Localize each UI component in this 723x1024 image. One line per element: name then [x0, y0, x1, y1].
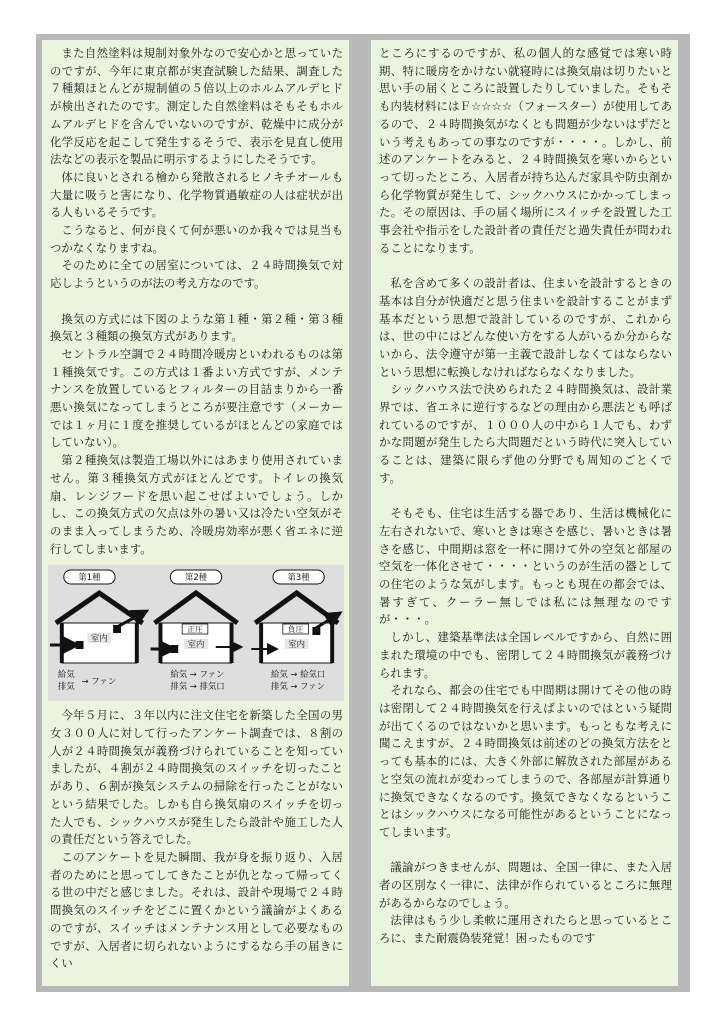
ventilation-types-figure [48, 565, 344, 701]
type-label: 第1種 [78, 572, 101, 583]
paragraph: また自然塗料は規制対象外なので安心かと思っていたのですが、今年に東京都が実査試験した結果、調査した７種類ほとんどが規制値の５倍以上のホルムアルデヒドが検出されたのです。測定した自然塗料はそもそもホルムアルデヒドを含んでいないのですが、乾燥中に成分が化学反応を起こして発生するそうで、表示を見直し使用法などの表示を製品に明示するようにしたそうです。 [50, 46, 343, 167]
fan-icon [312, 627, 320, 635]
type-label: 第3種 [287, 572, 310, 583]
paragraph: 法律はもう少し柔軟に運用されたらと思っているところに、また耐震偽装発覚！困ったものです [379, 913, 672, 946]
paragraph: そのために全ての居室については、２４時間換気で対応しようというのが法の考え方なのです。 [50, 258, 343, 291]
type-label: 第2種 [184, 572, 208, 583]
fan-icon [76, 641, 84, 649]
paragraph: 第２種換気は製造工場以外にはあまり使用されていません。第３種換気方式がほとんどです。トイレの換気扇、レンジフードを思い起こせばよいでしょう。しかし、この換気方式の欠点は外の暑い又は冷たい空気がそのまま入ってしまうため、冷暖房効率が悪く省エネに逆行してしまいます。 [50, 453, 343, 556]
paragraph: しかし、建築基準法は全国レベルですから、自然に囲まれた環境の中でも、密閉して２４時間換気が義務づけられます。 [379, 630, 672, 680]
paragraph: 体に良いとされる檜から発散されるヒノキチオールも大量に吸うと害になり、化学物質過敏症の人は症状が出る人もいるそうです。 [50, 169, 343, 220]
type-line1: 給気 → 給気口 [270, 669, 326, 680]
paragraph: 今年５月に、３年以内に注文住宅を新築した全国の男女３００人に対して行ったアンケート調査では、８割の人が２４時間換気が義務づけられていることを知っていましたが、４割が２４時間換気のスイッチを切ったことがあり、６割が換気システムの掃除を行ったことがないという結果でした。しかも自ら換気扇のスイッチを切った人でも、シックハウスが発生したら設計や施工した人の責任だという答えでした。 [50, 708, 343, 847]
room-label: 室内 [288, 639, 306, 650]
type-flow: → ファン [81, 676, 117, 687]
room-label: 室内 [90, 633, 108, 644]
paragraph: 私を含めて多くの設計者は、住まいを設計するときの基本は自分が快適だと思う住まいを設計することがまず基本だという思想で設計しているのですが、これからは、世の中にはどんな使い方をする人がいるか分からないから、法令遵守が第一主義で設計しなくてはならないという思想に転換しなければならなくなりました。 [379, 276, 672, 379]
left-column [42, 40, 349, 986]
fan-icon [170, 645, 178, 653]
paragraph: ところにするのですが、私の個人的な感覚では寒い時期、特に暖房をかけない就寝時には換気扇は切りたいと思い手の届くところに設置したりしていました。そもそも内装材料にはＦ☆☆☆☆（フォースター）が使用してあるので、２４時間換気がなくとも問題が少ないはずだという考えもあっての事なのですが・・・・。しかし、前述のアンケートをみると、２４時間換気を寒いからといって切ったところ、入居者が持ち込んだ家具や防虫剤から化学物質が発生して、シックハウスにかかってしまった。その原因は、手の届く場所にスイッチを設置した工事会社や指示をした設計者の責任だと過失責任が問われることになります。 [379, 46, 672, 255]
paragraph: こうなると、何が良くて何が悪いのか我々では見当もつかなくなりますね。 [50, 223, 343, 255]
type-line2: 排気 → 排気口 [170, 681, 225, 692]
type-line1: 給気 [57, 669, 75, 680]
type-line2: 排気 → ファン [270, 681, 326, 692]
paragraph: 換気の方式には下図のような第１種・第２種・第３種換気と３種類の換気方式があります。 [50, 311, 343, 344]
paragraph: このアンケートを見た瞬間、我が身を振り返り、入居者のためにと思ってしてきたことが仇となって帰ってくる世の中だと感じました。それは、設計や現場で２４時間換気のスイッチをどこに置くかという議論がよくあるのですが、スイッチはメンテナンス用として必要なものですが、入居者に切られないようにするなら手の届きにくい [50, 850, 343, 971]
type-line1: 給気 → ファン [170, 669, 225, 680]
house-roof [255, 593, 338, 623]
house-type2 [151, 570, 242, 691]
house-roof [155, 593, 238, 623]
type-line2: 排気 [57, 681, 75, 692]
fan-icon [113, 625, 121, 633]
paragraph: 議論がつきませんが、問題は、全国一律に、また入居者の区別なく一律に、法律が作られているところに無理があるからなのでしょう。 [379, 860, 672, 910]
ventilation-diagram [48, 565, 344, 701]
room-label: 室内 [187, 639, 205, 650]
house-type3 [251, 570, 340, 691]
paragraph: セントラル空調で２４時間冷暖房といわれるものは第１種換気です。この方式は１番よい方式ですが、メンテナンスを放置しているとフィルターの目詰まりから一番悪い換気になってしまうところが要注意です（メーカーでは１ヶ月に１度を推奨しているがほとんどの家庭ではしていない）。 [50, 346, 343, 450]
pressure-badge: 負圧 [287, 625, 304, 635]
right-column [371, 40, 678, 986]
house-type1 [50, 570, 147, 691]
paragraph: それなら、都会の住宅でも中間期は開けてその他の時は密閉して２４時間換気を行えばよいのではという疑問が出てくるのではないかと思います。もっともな考えに聞こえますが、２４時間換気は前述のどの換気方法をとっても基本的には、大きく外部に解放された部屋があると空気の流れが変わってしまうので、各部屋が計算通りに換気できなくなるのです。換気できなくなるということはシックハウスになる可能性があるということになってしまいます。 [379, 683, 672, 839]
page-frame [36, 34, 690, 992]
paragraph: そもそも、住宅は生活する器であり、生活は機械化に左右されないで、寒いときは寒さを感じ、暑いときは暑さを感じ、中間期は窓を一杯に開けて外の空気と部屋の空気を一体化させて・・・・というのが生活の器としての住宅のような気がします。もっとも現在の都会では、暑すぎて、クーラー無しでは私には無理なのですが・・・。 [379, 506, 672, 627]
paragraph: シックハウス法で決められた２４時間換気は、設計業界では、省エネに逆行するなどの理由から悪法とも呼ばれているのですが、１０００人の中から１人でも、わずかな問題が発生したら大問題だという時代に突入していることは、建築に限らず他の分野でも周知のごとくです。 [379, 382, 672, 485]
pressure-badge: 正圧 [187, 625, 203, 635]
